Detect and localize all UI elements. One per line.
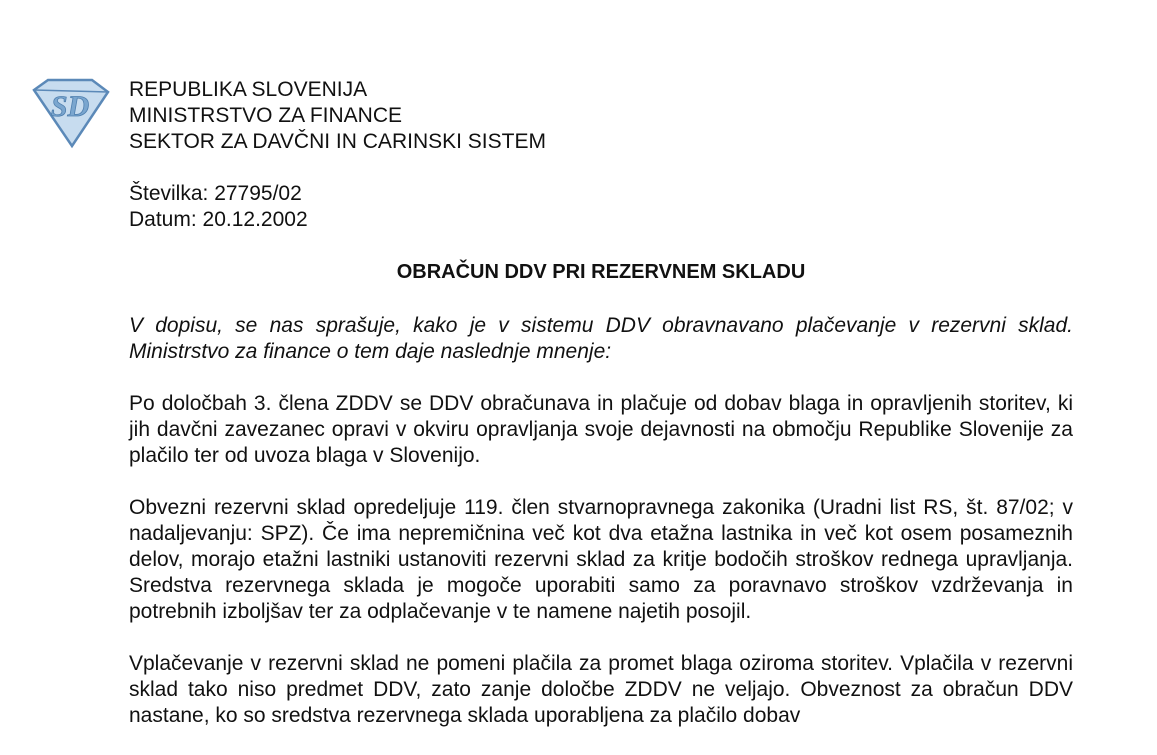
body-paragraph-3: Vplačevanje v rezervni sklad ne pomeni plačila za promet blaga oziroma storitev. Vplačila v rezervni sklad tako niso predmet DDV, zato zanje določbe ZDDV ne veljajo. Obveznost za obračun DDV nastane, ko so sredstva rezervnega sklada uporabljena za plačilo dobav bbox=[129, 652, 1073, 727]
header-ministry: MINISTRSTVO ZA FINANCE bbox=[129, 104, 403, 127]
intro-paragraph: V dopisu, se nas sprašuje, kako je v sistemu DDV obravnavano plačevanje v rezervni sklad. Ministrstvo za finance o tem daje naslednje mnenje: bbox=[129, 314, 1073, 363]
shield-logo-icon bbox=[28, 76, 112, 150]
header-sector: SEKTOR ZA DAVČNI IN CARINSKI SISTEM bbox=[129, 130, 546, 153]
document-title: OBRAČUN DDV PRI REZERVNEM SKLADU bbox=[396, 261, 806, 283]
header-country: REPUBLIKA SLOVENIJA bbox=[129, 78, 368, 101]
document-meta bbox=[129, 181, 308, 233]
document-body bbox=[129, 313, 1073, 755]
body-paragraph-1: Po določbah 3. člena ZDDV se DDV obračunava in plačuje od dobav blaga in opravljenih storitev, ki jih davčni zavezanec opravi v okviru opravljanja svoje dejavnosti na območju Republike Slovenije za plačilo ter od uvoza blaga v Slovenijo. bbox=[129, 392, 1073, 467]
ministry-logo bbox=[28, 76, 112, 150]
body-paragraph-2: Obvezni rezervni sklad opredeljuje 119. člen stvarnopravnega zakonika (Uradni list RS, št. 87/02; v nadaljevanju: SPZ). Če ima nepremičnina več kot dva etažna lastnika in več kot osem posameznih delov, morajo etažni lastniki ustanoviti rezervni sklad za kritje bodočih stroškov rednega upravljanja. Sredstva rezervnega sklada je mogoče uporabiti samo za poravnavo stroškov vzdrževanja in potrebnih izboljšav ter za odplačevanje v te namene najetih posojil. bbox=[129, 496, 1073, 623]
logo-monogram: SD bbox=[50, 90, 90, 123]
document-header bbox=[129, 77, 546, 155]
document-date: Datum: 20.12.2002 bbox=[129, 208, 308, 231]
document-number: Številka: 27795/02 bbox=[129, 182, 302, 205]
